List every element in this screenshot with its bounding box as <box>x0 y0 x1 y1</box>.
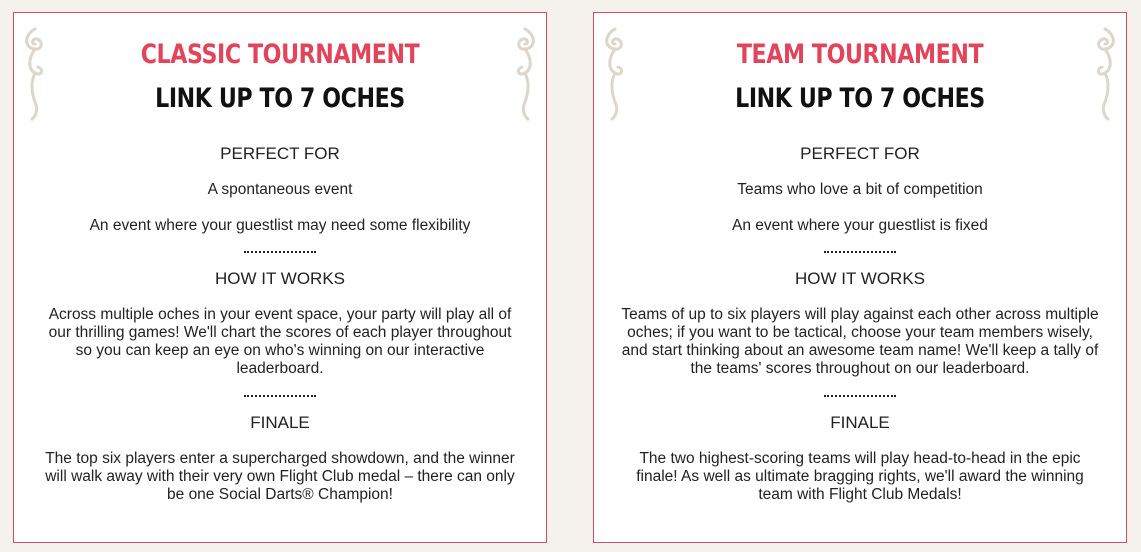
how-it-works-heading: HOW IT WORKS <box>794 269 925 288</box>
dotted-divider <box>824 395 896 397</box>
perfect-for-item: An event where your guestlist may need some flexibility <box>89 217 471 234</box>
flourish-ornament-icon <box>600 25 630 121</box>
perfect-for-item: Teams who love a bit of competition <box>737 181 983 198</box>
perfect-for-heading: PERFECT FOR <box>220 144 340 163</box>
card-subtitle: LINK UP TO 7 OCHES <box>155 83 405 114</box>
perfect-for-item: A spontaneous event <box>207 181 353 198</box>
dotted-divider <box>244 395 316 397</box>
team-tournament-card <box>593 12 1127 543</box>
classic-tournament-card <box>13 12 547 543</box>
perfect-for-heading: PERFECT FOR <box>800 144 920 163</box>
card-title: CLASSIC TOURNAMENT <box>140 39 420 70</box>
flourish-ornament-icon <box>510 25 540 121</box>
perfect-for-item: An event where your guestlist is fixed <box>732 217 988 234</box>
card-title: TEAM TOURNAMENT <box>736 39 984 70</box>
how-it-works-text: Teams of up to six players will play against each other across multiple oches; if you want to be tactical, choose your team members wisely, and start thinking about an awesome team name! We'll keep a tally of the teams' scores throughout on our leaderboard. <box>621 306 1099 377</box>
flourish-ornament-icon <box>1090 25 1120 121</box>
finale-text: The two highest-scoring teams will play head-to-head in the epic finale! As well as ultimate bragging rights, we'll award the winning team with Flight Club Medals! <box>636 450 1084 503</box>
finale-heading: FINALE <box>250 413 310 432</box>
dotted-divider <box>824 251 896 253</box>
how-it-works-text: Across multiple oches in your event space, your party will play all of our thrilling games! We'll chart the scores of each player throughout so you can keep an eye on who's winning on our interactive leaderboard. <box>48 306 512 377</box>
dotted-divider <box>244 251 316 253</box>
finale-text: The top six players enter a supercharged showdown, and the winner will walk away with their very own Flight Club medal – there can only be one Social Darts® Champion! <box>45 450 515 503</box>
finale-heading: FINALE <box>830 413 890 432</box>
how-it-works-heading: HOW IT WORKS <box>214 269 345 288</box>
card-subtitle: LINK UP TO 7 OCHES <box>735 83 985 114</box>
flourish-ornament-icon <box>20 25 50 121</box>
